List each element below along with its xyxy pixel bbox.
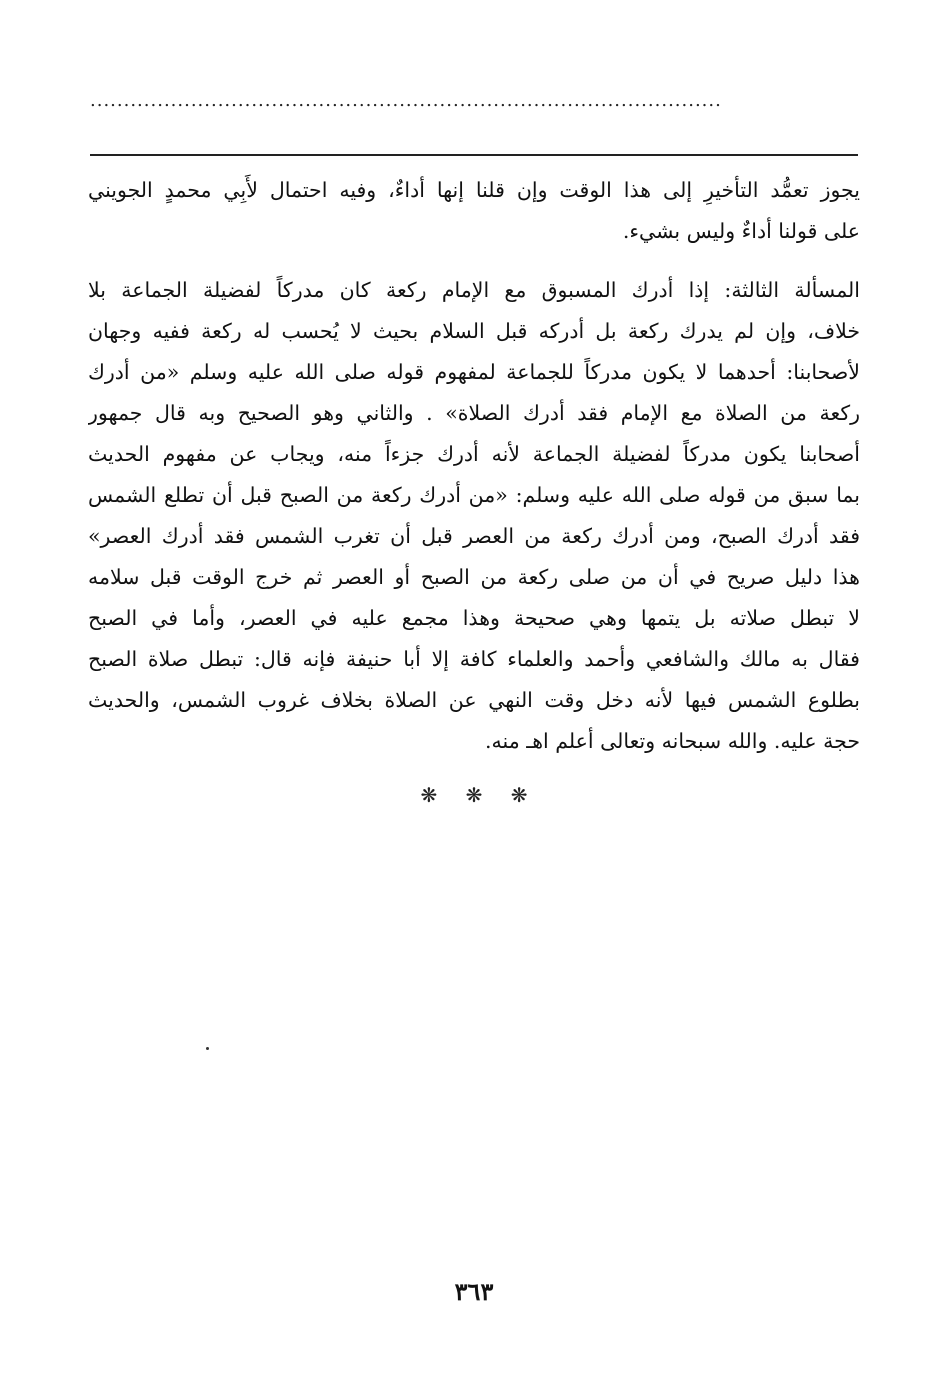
scan-speck [206, 1047, 209, 1050]
text-line: فقال به مالك والشافعي وأحمد والعلماء كافة إلا أبا حنيفة فإنه قال: تبطل صلاة الصبح [88, 647, 860, 671]
text-line: أصحابنا يكون مدركاً لفضيلة الجماعة لأنه أدرك جزءاً منه، ويجاب عن مفهوم الحديث [88, 442, 860, 466]
text-line: فقد أدرك الصبح، ومن أدرك ركعة من العصر قبل أن تغرب الشمس فقد أدرك العصر» [88, 524, 860, 548]
main-text [88, 170, 860, 762]
text-line: على قولنا أداءٌ وليس بشيء. [622, 219, 860, 243]
paragraph-gap [88, 252, 860, 270]
text-line: المسألة الثالثة: إذا أدرك المسبوق مع الإمام ركعة كان مدركاً لفضيلة الجماعة بلا [88, 278, 860, 302]
text-line: خلاف، وإن لم يدرك ركعة بل أدركه قبل السلام بحيث لا يُحسب له ركعة ففيه وجهان [88, 319, 860, 343]
text-line: يجوز تعمُّد التأخيرِ إلى هذا الوقت وإن قلنا إنها أداءٌ، وفيه احتمال لأَبِي محمدٍ الجويني [88, 178, 860, 202]
text-line: لأصحابنا: أحدهما لا يكون مدركاً للجماعة لمفهوم قوله صلى الله عليه وسلم «من أدرك [88, 360, 860, 384]
footnote-separator-rule [90, 154, 858, 156]
text-line: ركعة من الصلاة مع الإمام فقد أدرك الصلاة» . والثاني وهو الصحيح وبه قال جمهور [88, 401, 860, 425]
text-line: هذا دليل صريح في أن من صلى ركعة من الصبح أو العصر ثم خرج الوقت قبل سلامه [88, 565, 860, 589]
footnote-dotted-line: .............................................................................................. [90, 90, 722, 111]
page-number: ٣٦٣ [454, 1277, 494, 1306]
text-line: بطلوع الشمس فيها لأنه دخل وقت النهي عن الصلاة بخلاف غروب الشمس، والحديث [88, 688, 860, 712]
section-end-asterisks: ❋ ❋ ❋ [420, 783, 528, 807]
text-line: لا تبطل صلاته بل يتمها وهي صحيحة وهذا مجمع عليه في العصر، وأما في الصبح [88, 606, 860, 630]
text-line: حجة عليه. والله سبحانه وتعالى أعلم اهـ منه. [485, 729, 860, 753]
text-line: بما سبق من قوله صلى الله عليه وسلم: «من أدرك ركعة من الصبح قبل أن تطلع الشمس [88, 483, 860, 507]
